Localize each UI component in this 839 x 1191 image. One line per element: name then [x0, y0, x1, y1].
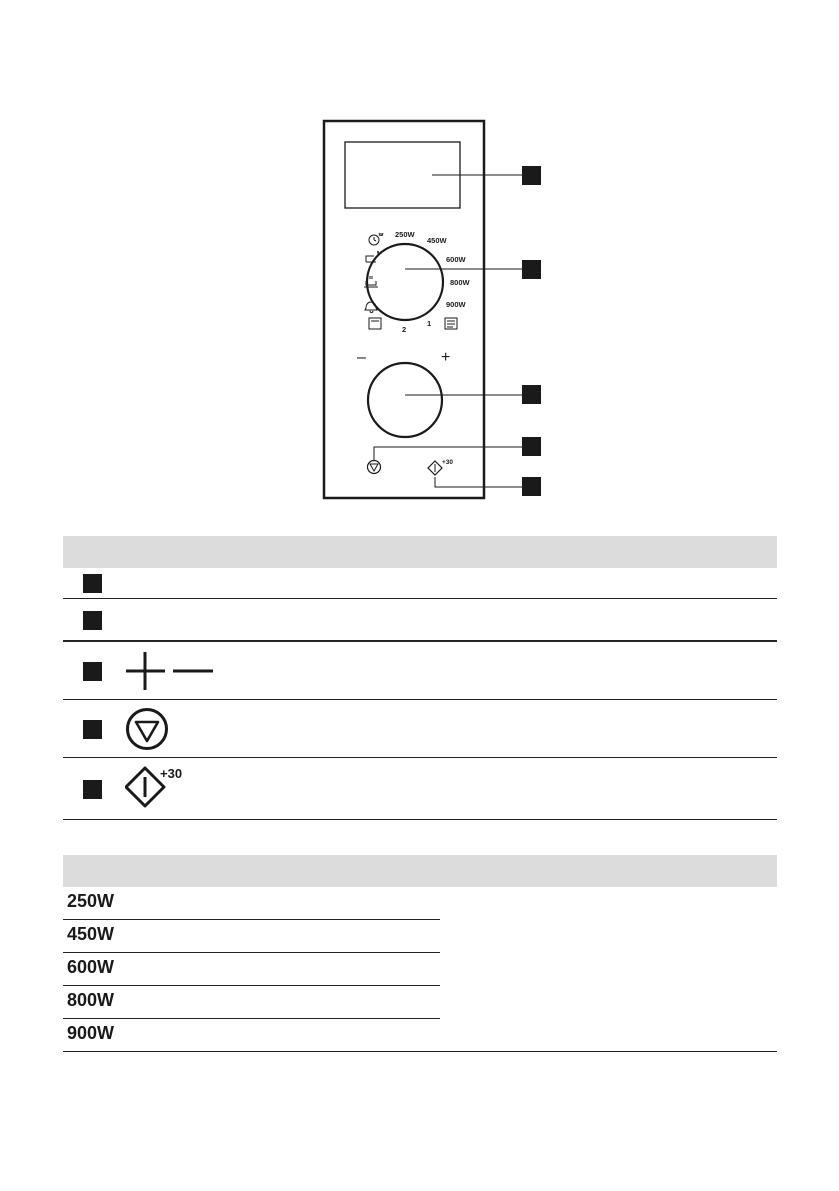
power-table-header [63, 855, 777, 887]
plus-minus-icon [125, 651, 215, 691]
controls-row-2 [63, 599, 777, 642]
dial-label-600w: 600W [446, 255, 466, 264]
controls-row-3 [63, 643, 777, 700]
stop-button[interactable] [368, 461, 381, 474]
timer-knob[interactable] [368, 363, 442, 437]
cooking-pot-icon [364, 276, 378, 287]
plus30-text: +30 [160, 766, 183, 781]
controls-table-header [63, 536, 777, 568]
power-level-900w: 900W [67, 1023, 115, 1043]
controls-row-1 [63, 568, 777, 599]
power-table-bottom-border [63, 1051, 777, 1052]
callout-marker-1 [522, 166, 541, 185]
stop-icon [125, 707, 169, 751]
controls-row-5 [63, 758, 777, 820]
callout-marker-2 [522, 260, 541, 279]
dial-label-900w: 900W [446, 300, 466, 309]
row-marker-1 [83, 574, 102, 593]
control-panel-illustration [0, 0, 839, 530]
power-divider [63, 985, 440, 986]
row-marker-5 [83, 780, 102, 799]
callout-marker-3 [522, 385, 541, 404]
power-divider [63, 1018, 440, 1019]
dial-label-mode-1: 1 [427, 319, 432, 328]
row-marker-4 [83, 720, 102, 739]
timer-plus-label: + [441, 349, 451, 366]
dial-label-800w: 800W [450, 278, 470, 287]
defrost-time-icon [369, 233, 383, 245]
timer-minus-label: – [357, 349, 366, 366]
dial-label-450w: 450W [427, 236, 447, 245]
callout-marker-5 [522, 477, 541, 496]
power-divider [63, 952, 440, 953]
power-selector-knob[interactable] [367, 244, 443, 320]
callout-marker-4 [522, 437, 541, 456]
power-level-250w: 250W [67, 891, 115, 911]
combi-grill-icon [445, 318, 457, 329]
row-marker-2 [83, 611, 102, 630]
start-plus30-icon [125, 764, 195, 814]
power-divider [63, 919, 440, 920]
dial-label-250w: 250W [395, 230, 415, 239]
start-plus30-button[interactable] [428, 459, 453, 475]
start-plus30-label: +30 [442, 459, 454, 466]
power-level-600w: 600W [67, 957, 115, 977]
power-level-800w: 800W [67, 990, 115, 1010]
row-marker-3 [83, 662, 102, 681]
power-level-450w: 450W [67, 924, 115, 944]
controls-row-4 [63, 700, 777, 758]
dial-label-mode-2: 2 [402, 325, 407, 334]
grill-icon [369, 318, 381, 329]
